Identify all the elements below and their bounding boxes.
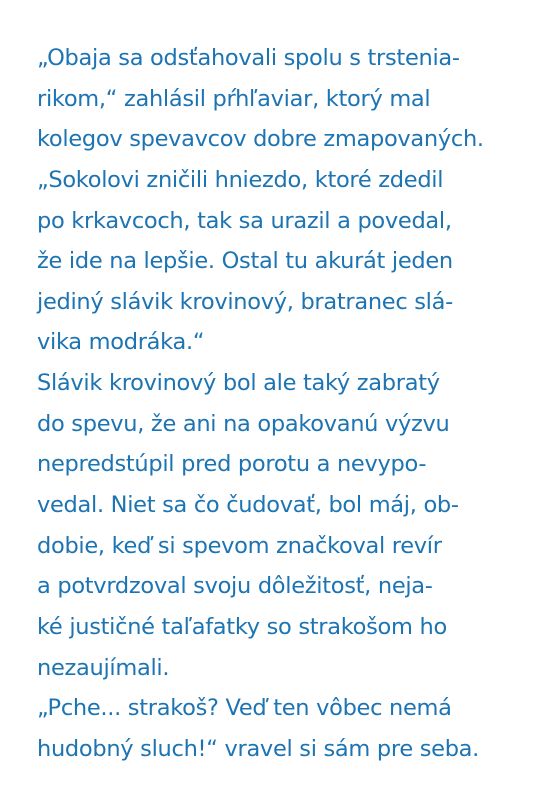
text-line: že ide na lepšie. Ostal tu akurát jeden: [37, 248, 453, 275]
text-line: do spevu, že ani na opakovanú výzvu: [37, 410, 450, 437]
text-line: a potvrdzoval svoju dôležitosť, neja-: [37, 573, 433, 600]
text-line: „Pche... strakoš? Veď ten vôbec nemá: [37, 695, 452, 722]
text-line: „Sokolovi zničili hniezdo, ktoré zdedil: [37, 166, 444, 193]
text-line: vika modráka.“: [37, 329, 205, 356]
text-line: po krkavcoch, tak sa urazil a povedal,: [37, 207, 452, 234]
text-line: nepredstúpil pred porotu a nevypo-: [37, 451, 427, 478]
text-line: hudobný sluch!“ vravel si sám pre seba.: [37, 735, 480, 762]
text-line: kolegov spevavcov dobre zmapovaných.: [37, 126, 484, 153]
story-text: [37, 38, 537, 770]
text-line: rikom,“ zahlásil pŕhľaviar, ktorý mal: [37, 85, 431, 112]
text-line: nezaujímali.: [37, 654, 170, 681]
text-line: vedal. Niet sa čo čudovať, bol máj, ob-: [37, 492, 459, 519]
text-line: „Obaja sa odsťahovali spolu s trstenia-: [37, 45, 460, 71]
text-line: jediný slávik krovinový, bratranec slá-: [37, 288, 453, 315]
text-line: ké justičné taľafatky so strakošom ho: [37, 613, 447, 640]
text-line: dobie, keď si spevom značkoval revír: [37, 532, 442, 559]
text-line: Slávik krovinový bol ale taký zabratý: [37, 370, 440, 397]
